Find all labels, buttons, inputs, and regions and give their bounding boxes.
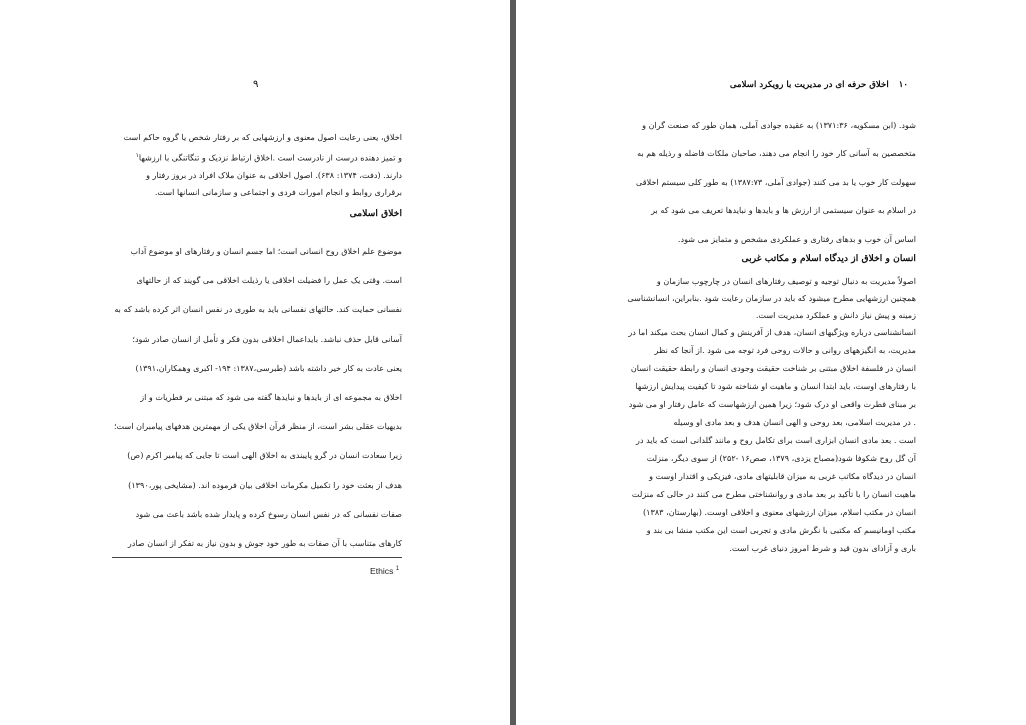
text-line: صفات نفسانی که در نفس انسان رسوخ کرده و پایدار شده باشد باعث می شود bbox=[135, 508, 402, 519]
text-line: موضوع علم اخلاق روح انسانی است؛ اما جسم انسان و رفتارهای او موضوع آداب bbox=[130, 246, 402, 256]
footnote-divider bbox=[112, 557, 402, 558]
text-line: باری و آزادای بدون قید و شرط امروز دنیای غرب است. bbox=[729, 543, 916, 553]
ethics-definition-paragraph bbox=[112, 129, 402, 202]
text-line: متخصصین به آسانی کار خود را انجام می دهند، صاحبان ملکات فاضله و رذیله هم به bbox=[637, 148, 916, 159]
text-line: اخلاق به مجموعه ای از بایدها و نبایدها گفته می شود که مبتنی بر فطریات و از bbox=[140, 392, 402, 403]
page-number: ۹ bbox=[253, 79, 259, 90]
text-line: سهولت کار خوب یا بد می کنند (جوادی آملی، ۱۳۸۷:۷۳) به طور کلی سیستم اخلاقی bbox=[636, 176, 916, 187]
text-line: زمینه و پیش نیاز دانش و عملکرد مدیریت است. bbox=[755, 309, 916, 320]
text-line: انسان در فلسفة اخلاق مبتنی بر شناخت حقیقت وجودی انسان و رابطة حقیقت انسان bbox=[630, 363, 916, 373]
text-line: انسان در مکتب اسلام، میزان ارزشهای معنوی و اخلاقی اوست. (بهارستان، ۱۳۸۳) bbox=[642, 507, 916, 517]
text-line: اخلاق، یعنی رعایت اصول معنوی و ارزشهایی که بر رفتار شخص یا گروه حاکم است bbox=[123, 132, 402, 142]
islamic-ethics-paragraph bbox=[112, 237, 402, 558]
text-line: آن گل روح شکوفا شود(مصباح یزدی، ۱۳۷۹، صص۱۶ -۲۵۲) از سوی دیگر، منزلت bbox=[646, 453, 916, 463]
text-line: بدیهیات عقلی بشر است، از منظر قرآن اخلاق یکی از مهمترین هدفهای پیامبران است؛ bbox=[113, 421, 402, 432]
text-line: آسانی قابل حذف نباشد. بایداعمال اخلاقی بدون فکر و تأمل از انسان صادر شود؛ bbox=[132, 333, 402, 344]
text-line: اساس آن خوب و بدهای رفتاری و عملکردی مشخص و متمایز می شود. bbox=[677, 233, 916, 244]
text-line: مدیریت، به انگیزههای روانی و حالات روحی فرد توجه می شود .از آنجا که نظر bbox=[654, 345, 916, 355]
moral-system-paragraph bbox=[626, 111, 916, 253]
footnote bbox=[370, 566, 399, 576]
management-paragraph bbox=[626, 273, 916, 323]
text-line: نفسانی حمایت کند. حالتهای نفسانی باید به طوری در نفس انسان اثر کرده باشد که به bbox=[114, 304, 402, 315]
text-line: همچنین ارزشهایی مطرح میشود که باید در سازمان رعایت شود .بنابراین، انسانشناسی bbox=[627, 292, 916, 303]
section-heading-islamic-ethics: اخلاق اسلامی bbox=[349, 208, 402, 219]
footnote-marker: ۱ bbox=[135, 151, 139, 159]
text-line: و تمیز دهنده درست از نادرست است .اخلاق ارتباط نزدیک و تنگاتنگی با ارزشها$^۱$ bbox=[135, 151, 402, 163]
text-line: انسانشناسی درباره ویژگیهای انسان، هدف از آفرینش و کمال انسان بحث میکند اما در bbox=[628, 327, 916, 337]
text-line: اصولاً مدیریت به دنبال توجیه و توصیف رفتارهای انسان در چارچوب سازمان و bbox=[656, 276, 916, 286]
text-line: دارند. (دفت، ۱۳۷۴: ۶۳۸). اصول اخلاقی به عنوان ملاک افراد در بروز رفتار و bbox=[146, 169, 402, 180]
header-title: اخلاق حرفه ای در مدیریت با رویکرد اسلامی bbox=[729, 80, 889, 90]
page-number: ۱۰ bbox=[898, 80, 908, 90]
text-line: است . بعد مادی انسان ابزاری است برای تکامل روح و مانند گلدانی است که باید در bbox=[635, 435, 916, 445]
text-line: . در مدیریت اسلامی، بعد روحی و الهی انسان هدف و بعد مادی او وسیله bbox=[673, 417, 916, 427]
text-line: یعنی عادت به کار خیر داشته باشد (طبرسی،۱۳۸۷: ۱۹۴- اکبری وهمکاران،۱۳۹۱) bbox=[135, 362, 402, 373]
text-line: است. وقتی یک عمل را فضیلت اخلاقی یا رذیلت اخلاقی می گویند که از حالتهای bbox=[136, 275, 402, 286]
text-line: مکتب اومانیسم که مکتبی با نگرش مادی و تجربی است این مکتب منشا بی بند و bbox=[646, 525, 916, 535]
text-line: کارهای متناسب با آن صفات به طور خود جوش و بدون نیاز به تفکر از انسان صادر bbox=[127, 538, 402, 549]
section-heading-human-and-ethics: انسان و اخلاق از دیدگاه اسلام و مکاتب غربی bbox=[741, 253, 916, 264]
text-line: ماهیت انسان را با تأکید بر بعد مادی و روانشناختی مطرح می کنند در حالی که منزلت bbox=[631, 489, 916, 499]
text-line: بر مبنای فطرت واقعی او درک شود؛ زیرا همین ارزشهاست که عامل رفتار او می شود bbox=[628, 399, 916, 409]
running-header bbox=[730, 80, 908, 90]
text-line: در اسلام به عنوان سیستمی از ارزش ها و بایدها و نبایدها تعریف می شود که بر bbox=[651, 205, 916, 216]
right-page bbox=[516, 0, 1026, 725]
text-line: برقراری روابط و انجام امورات فردی و اجتماعی و سازمانی انسانها است. bbox=[154, 187, 402, 198]
footnote-text: Ethics bbox=[370, 566, 394, 576]
footnote-number: 1 bbox=[395, 566, 400, 573]
text-line: هدف از بعثت خود را تکمیل مکرمات اخلاقی بیان فرموده اند. (مشایخی پور،۱۳۹۰) bbox=[128, 479, 402, 490]
text-line: با رفتارهای اوست، باید ابتدا انسان و ماهیت او شناخته شود تا کیفیت پیدایش ارزشها bbox=[635, 381, 916, 391]
text-line: زیرا سعادت انسان در گرو پایبندی به اخلاق الهی است تا جایی که پیامبر اکرم (ص) bbox=[127, 450, 402, 461]
anthropology-paragraph bbox=[626, 323, 916, 557]
text-line: شود. (ابن مسکویه، ۱۳۷۱:۳۶) به عقیده جوادی آملی، همان طور که صنعت گران و bbox=[642, 120, 916, 130]
left-page bbox=[0, 0, 510, 725]
text-line: انسان در دیدگاه مکاتب غربی به میزان قابلیتهای مادی، فیزیکی و اقتدار اوست و bbox=[649, 471, 916, 481]
